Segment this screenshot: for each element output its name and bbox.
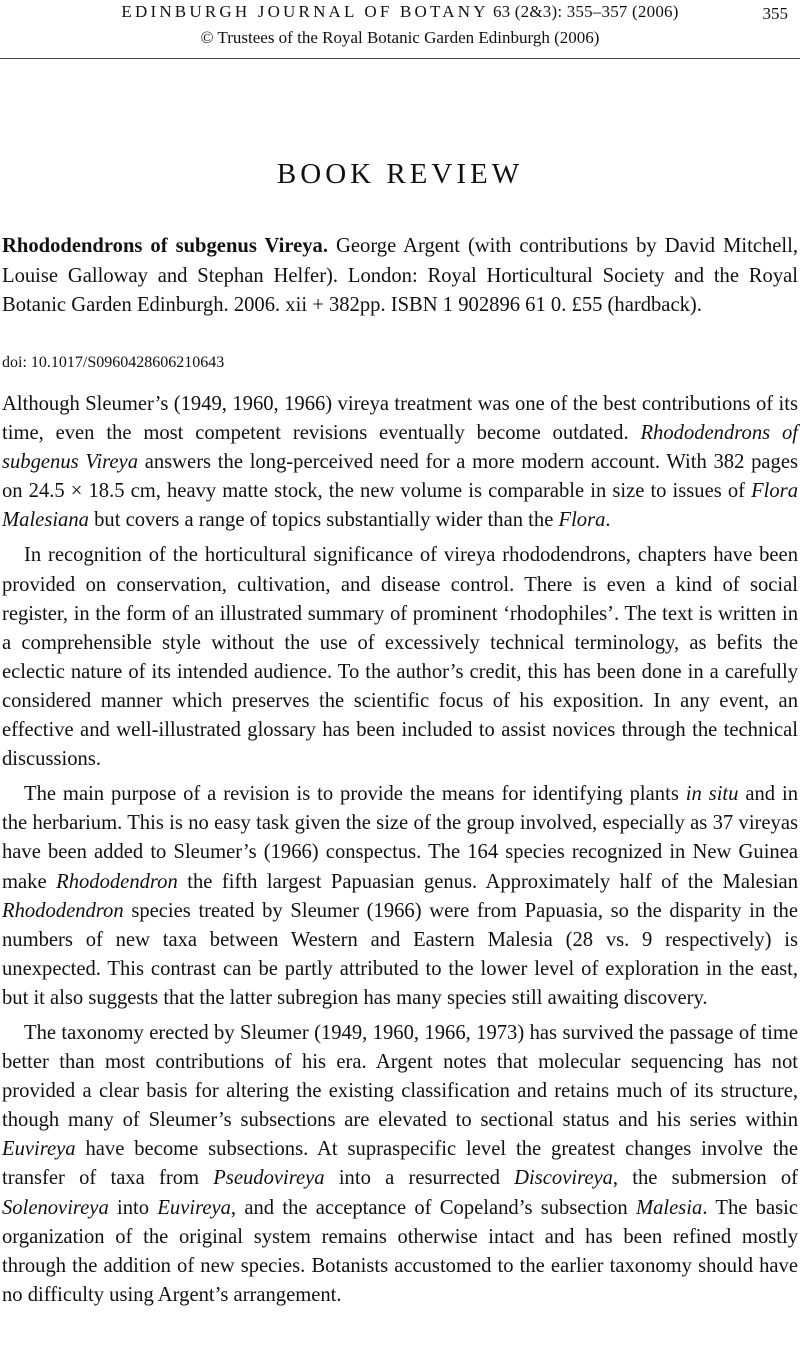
text-run: and in the herbarium. This is no easy task given the size of the group involved, especially as 37 vireyas have been added to Sleumer’s (1966) conspectus. The 164 species recognized in New Guinea make: [2, 783, 799, 893]
copyright-line: © Trustees of the Royal Botanic Garden Edinburgh (2006): [200, 28, 600, 47]
text-run: into a resurrected: [324, 1167, 515, 1190]
italic-work-title: Flora: [558, 509, 606, 532]
italic-work-title: Flora Malesiana: [2, 480, 798, 532]
italic-taxon: Malesia: [635, 1196, 703, 1219]
text-run: species treated by Sleumer (1966) were from Papuasia, so the disparity in the numbers of new taxa between Western and Eastern Malesia (28 vs. 9 respectively) is unexpected. This contrast can be partly attributed to the lower level of exploration in the east, but it also suggests that the latter subregion has many species still awaiting discovery.: [2, 899, 798, 1009]
text-run: Although Sleumer’s (1949, 1960, 1966) vireya treatment was one of the best contributions of its time, even the most competent revisions eventually become outdated.: [2, 393, 798, 445]
paragraph-1: [2, 390, 798, 535]
journal-citation: 63 (2&3): 355–357 (2006): [492, 2, 679, 21]
italic-taxon: Euvireya: [2, 1138, 76, 1161]
running-head: [0, 2, 800, 54]
text-run: answers the long-perceived need for a more modern account. With 382 pages on 24.5 × 18.5 cm, heavy matte stock, the new volume is comparable in size to issues of: [2, 451, 798, 503]
header-rule: [0, 58, 800, 59]
italic-term: in situ: [685, 783, 739, 806]
text-run: , and the acceptance of Copeland’s subsection: [230, 1196, 636, 1219]
italic-genus: Rhododendron: [2, 899, 124, 922]
text-run: have become subsections. At supraspecific level the greatest changes involve the transfer of taxa from: [2, 1138, 798, 1190]
journal-name: EDINBURGH JOURNAL OF BOTANY: [121, 2, 489, 21]
italic-taxon: Pseudovireya: [213, 1167, 325, 1190]
book-title: Rhododendrons of subgenus Vireya.: [2, 235, 328, 257]
paragraph-2: In recognition of the horticultural significance of vireya rhododendrons, chapters have been provided on conservation, cultivation, and disease control. There is even a kind of social register, in the form of an illustrated summary of prominent ‘rhodophiles’. The text is written in a comprehensible style without the use of excessively technical terminology, as befits the eclectic nature of its intended audience. To the author’s credit, this has been done in a carefully considered manner which preserves the scientific focus of his exposition. In any event, an effective and well-illustrated glossary has been included to assist novices through the technical discussions.: [2, 544, 798, 771]
text-run: . The basic organization of the original system remains otherwise intact and has been refined mostly through the addition of new species. Botanists accustomed to the earlier taxonomy should have no difficulty using Argent’s arrangement.: [2, 1196, 798, 1306]
journal-header-line: [0, 2, 800, 22]
text-run: , the submersion of: [612, 1167, 798, 1190]
italic-book-title: Rhododendrons of subgenus Vireya: [2, 422, 798, 474]
italic-genus: Rhododendron: [56, 870, 178, 893]
text-run: .: [605, 509, 611, 532]
page-number: 355: [762, 4, 788, 23]
review-body: [2, 390, 798, 1316]
doi-line: doi: 10.1017/S0960428606210643: [2, 354, 225, 371]
book-citation: [2, 232, 798, 321]
paragraph-3: [2, 780, 798, 1013]
italic-taxon: Euvireya: [157, 1196, 231, 1219]
italic-taxon: Solenovireya: [2, 1196, 109, 1219]
paragraph-4: [2, 1019, 798, 1310]
text-run: The main purpose of a revision is to provide the means for identifying plants: [24, 783, 686, 806]
text-run: into: [108, 1196, 158, 1219]
text-run: The taxonomy erected by Sleumer (1949, 1960, 1966, 1973) has survived the passage of time better than most contributions of his era. Argent notes that molecular sequencing has not provided a clear basis for altering the existing classification and retains much of its structure, though many of Sleumer’s subsections are elevated to sectional status and his series within: [2, 1021, 798, 1132]
italic-taxon: Discovireya: [514, 1167, 613, 1190]
text-run: but covers a range of topics substantially wider than the: [88, 509, 559, 532]
book-details: George Argent (with contributions by David Mitchell, Louise Galloway and Stephan Helfer). London: Royal Horticultural Society and the Royal Botanic Garden Edinburgh. 2006. xii + 382pp. ISBN 1 902896 61 0. £55 (hardback).: [2, 235, 798, 316]
text-run: the fifth largest Papuasian genus. Approximately half of the Malesian: [177, 870, 798, 893]
page-title: BOOK REVIEW: [276, 158, 524, 190]
